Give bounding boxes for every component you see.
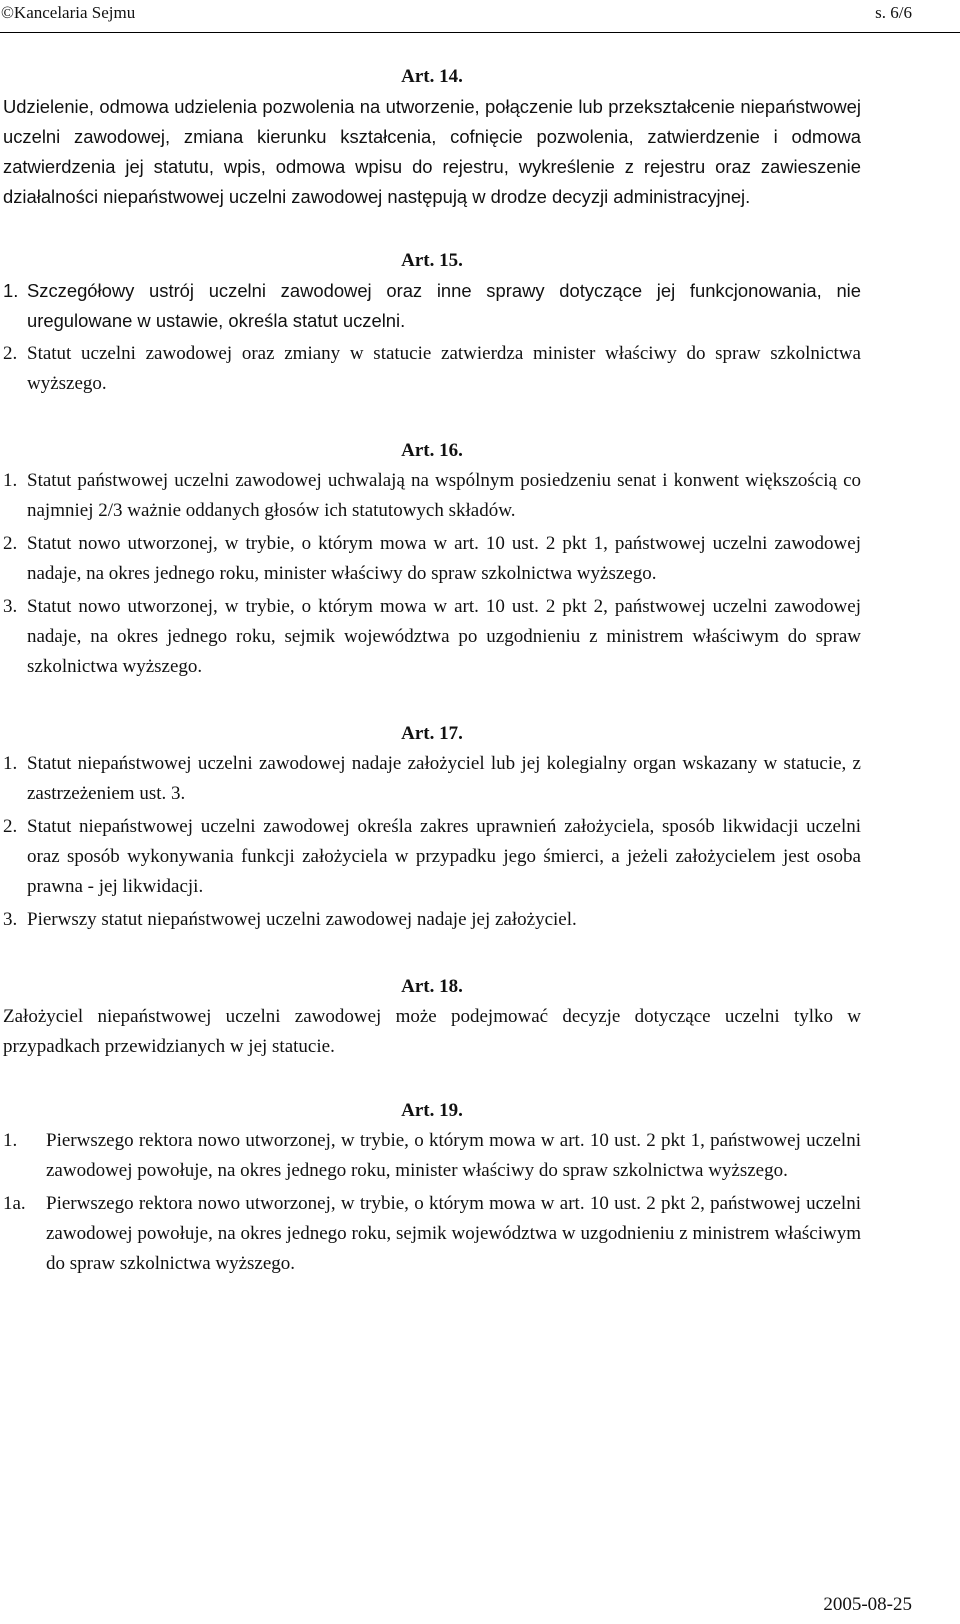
article-title: Art. 14. [401,66,463,87]
article-paragraph [3,466,861,526]
paragraph-text: Statut niepaństwowej uczelni zawodowej nadaje założyciel lub jej kolegialny organ wskazany w statucie, z zastrzeżeniem ust. 3. [27,753,861,804]
paragraph-text: Szczegółowy ustrój uczelni zawodowej oraz inne sprawy dotyczące jej funkcjonowania, nie uregulowane w ustawie, określa statut uczelni. [27,280,861,331]
paragraph-text: Statut uczelni zawodowej oraz zmiany w statucie zatwierdza minister właściwy do spraw szkolnictwa wyższego. [27,343,861,394]
paragraph-number: 1. [3,753,18,774]
article-paragraph [3,749,861,809]
article-title: Art. 19. [401,1100,463,1121]
paragraph-number: 2. [3,533,18,554]
article-title: Art. 17. [401,723,463,744]
paragraph-number: 3. [3,909,18,930]
paragraph-number: 3. [3,596,18,617]
paragraph-number: 1a. [3,1193,26,1214]
document-body [3,62,861,1282]
paragraph-text: Statut państwowej uczelni zawodowej uchwalają na wspólnym posiedzeniu senat i konwent większością co najmniej 2/3 ważnie oddanych głosów ich statutowych składów. [27,470,861,521]
article-title: Art. 15. [401,250,463,271]
article-paragraph [3,592,861,682]
article-14 [3,62,861,212]
paragraph-number: 1. [3,1130,18,1151]
article-17 [3,719,861,935]
article-text: Udzielenie, odmowa udzielenia pozwolenia na utworzenie, połączenie lub przekształcenie niepaństwowej uczelni zawodowej, zmiana kierunku kształcenia, cofnięcie pozwolenia, zatwierdzenie i odmowa zatwierdzenia jej statutu, wpis, odmowa wpisu do rejestru, wykreślenie z rejestru oraz zawieszenie działalności niepaństwowej uczelni zawodowej następują w drodze decyzji administracyjnej. [3,96,861,207]
paragraph-text: Statut niepaństwowej uczelni zawodowej określa zakres uprawnień założyciela, sposób likwidacji uczelni oraz sposób wykonywania funkcji założyciela w przypadku jego śmierci, a jeżeli założycielem jest osoba prawna - jej likwidacji. [27,816,861,897]
article-16 [3,436,861,682]
paragraph-text: Statut nowo utworzonej, w trybie, o którym mowa w art. 10 ust. 2 pkt 1, państwowej uczelni zawodowej nadaje, na okres jednego roku, minister właściwy do spraw szkolnictwa wyższego. [27,533,861,584]
footer-date: 2005-08-25 [823,1594,912,1615]
paragraph-text: Pierwszego rektora nowo utworzonej, w trybie, o którym mowa w art. 10 ust. 2 pkt 1, państwowej uczelni zawodowej powołuje, na okres jednego roku, minister właściwy do spraw szkolnictwa wyższego. [46,1130,861,1181]
article-title: Art. 18. [401,976,463,997]
article-paragraph [3,1126,861,1186]
header-source: ©Kancelaria Sejmu [1,3,136,22]
article-paragraph [3,529,861,589]
article-paragraph [3,812,861,902]
paragraph-number: 2. [3,343,18,364]
page-header [0,0,960,33]
article-15 [3,246,861,399]
paragraph-number: 1. [3,470,18,491]
paragraph-text: Pierwszego rektora nowo utworzonej, w trybie, o którym mowa w art. 10 ust. 2 pkt 2, państwowej uczelni zawodowej powołuje, na okres jednego roku, sejmik województwa w uzgodnieniu z ministrem właściwym do spraw szkolnictwa wyższego. [46,1193,861,1274]
paragraph-text: Pierwszy statut niepaństwowej uczelni zawodowej nadaje jej założyciel. [27,909,577,930]
paragraph-number: 2. [3,816,18,837]
article-paragraph [3,1189,861,1279]
paragraph-number: 1. [3,280,19,301]
article-19 [3,1096,861,1279]
article-18 [3,972,861,1062]
article-paragraph [3,905,861,935]
article-text: Założyciel niepaństwowej uczelni zawodowej może podejmować decyzje dotyczące uczelni tylko w przypadkach przewidzianych w jej statucie. [3,1006,861,1057]
article-paragraph [3,276,861,336]
article-title: Art. 16. [401,440,463,461]
header-page-number: s. 6/6 [875,3,912,22]
paragraph-text: Statut nowo utworzonej, w trybie, o którym mowa w art. 10 ust. 2 pkt 2, państwowej uczelni zawodowej nadaje, na okres jednego roku, sejmik województwa po uzgodnieniu z ministrem właściwym do spraw szkolnictwa wyższego. [27,596,861,677]
article-paragraph [3,339,861,399]
